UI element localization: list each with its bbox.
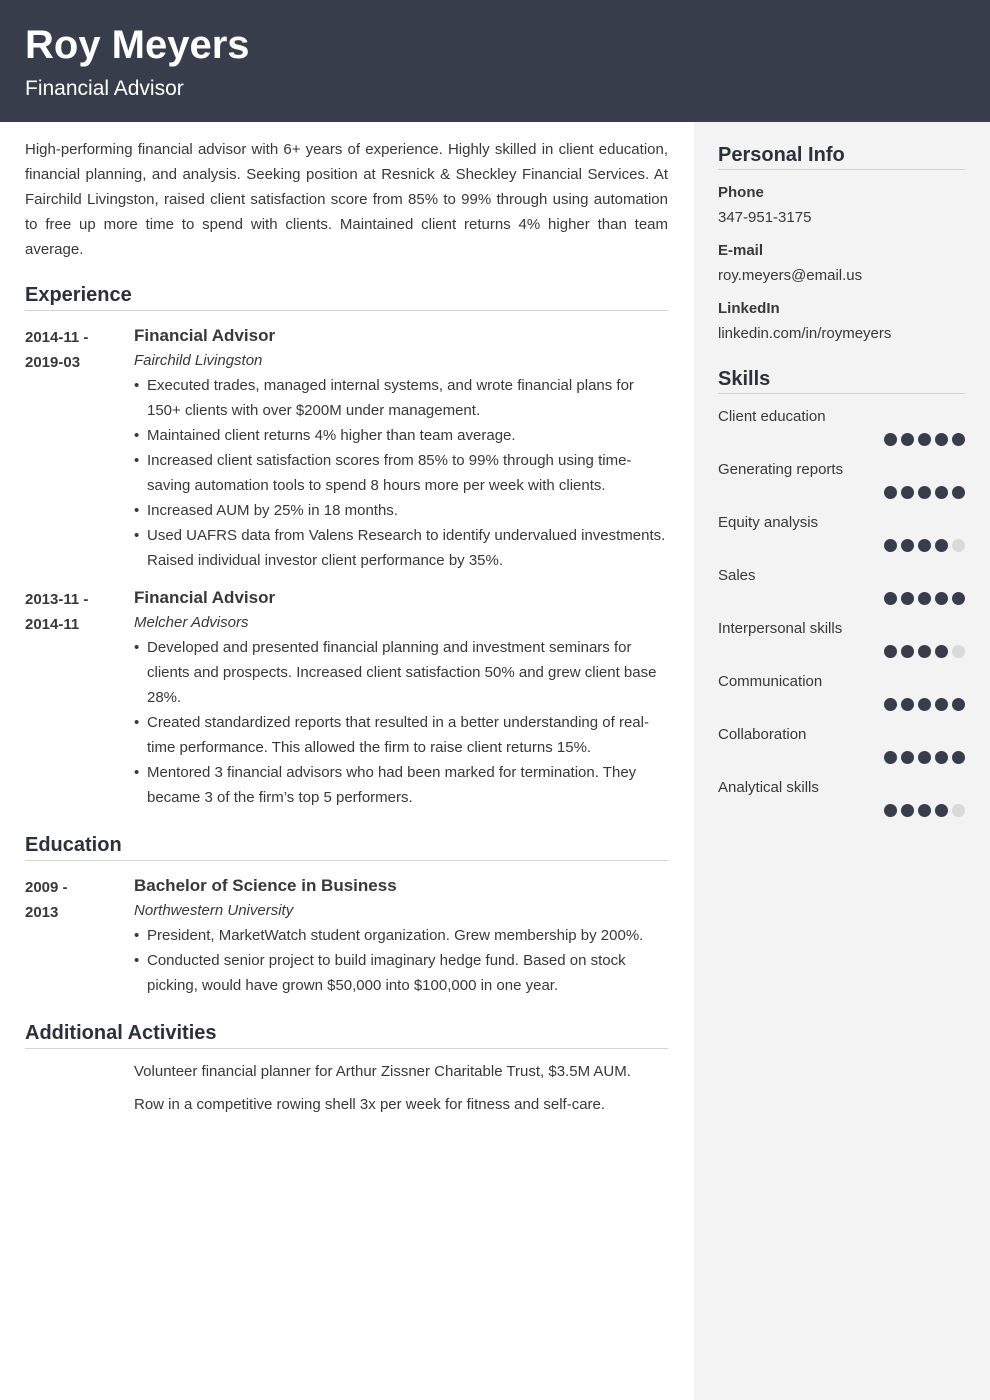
filled-dot-icon xyxy=(884,645,897,658)
skill-rating xyxy=(718,645,965,659)
filled-dot-icon xyxy=(901,751,914,764)
empty-dot-icon xyxy=(952,804,965,817)
entry-dates xyxy=(25,323,134,573)
bullet-item: • Conducted senior project to build imaginary hedge fund. Based on stock picking, would have grown $50,000 into $100,000 in one year. xyxy=(134,948,668,998)
filled-dot-icon xyxy=(952,486,965,499)
bullet-item: • Executed trades, managed internal systems, and wrote financial plans for 150+ clients with over $200M under management. xyxy=(134,373,668,423)
personal-info-section xyxy=(718,142,965,344)
bullet-list xyxy=(134,635,668,810)
empty-dot-icon xyxy=(952,539,965,552)
skill-rating xyxy=(718,804,965,818)
bullet-item: • Mentored 3 financial advisors who had been marked for termination. They became 3 of the firm’s top 5 performers. xyxy=(134,760,668,810)
info-value-linkedin[interactable]: linkedin.com/in/roymeyers xyxy=(718,325,892,342)
filled-dot-icon xyxy=(884,698,897,711)
entry-title: Bachelor of Science in Business xyxy=(134,876,397,895)
empty-dot-icon xyxy=(952,645,965,658)
section-title: Skills xyxy=(718,366,965,394)
filled-dot-icon xyxy=(901,486,914,499)
skill-name: Interpersonal skills xyxy=(718,620,843,637)
filled-dot-icon xyxy=(884,486,897,499)
resume-header xyxy=(0,0,990,122)
filled-dot-icon xyxy=(901,804,914,817)
skill-name: Client education xyxy=(718,408,826,425)
skills-section xyxy=(718,366,965,818)
skill-item xyxy=(718,778,965,818)
main-column xyxy=(25,122,668,1125)
entry-dates xyxy=(25,585,134,810)
entry-title: Financial Advisor xyxy=(134,326,276,345)
filled-dot-icon xyxy=(918,486,931,499)
summary: High-performing financial advisor with 6+ years of experience. Highly skilled in client education, financial planning, and analysis. Seeking position at Resnick & Sheckley Financial Services. At Fairchild Livingston, raised client satisfaction score from 85% to 99% through using automation to free up more time to spend with clients. Maintained client returns 4% higher than team average. xyxy=(25,141,668,258)
date-start: 2014-11 - xyxy=(25,329,89,346)
date-start: 2013-11 - xyxy=(25,591,89,608)
education-section xyxy=(25,832,668,998)
filled-dot-icon xyxy=(901,698,914,711)
filled-dot-icon xyxy=(952,433,965,446)
skill-name: Collaboration xyxy=(718,726,807,743)
info-label-phone: Phone xyxy=(718,184,764,201)
filled-dot-icon xyxy=(901,539,914,552)
entry-dates xyxy=(25,873,134,998)
entry-body xyxy=(134,873,668,998)
entry xyxy=(25,873,668,998)
info-label-email: E-mail xyxy=(718,242,764,259)
bullet-list xyxy=(134,923,668,998)
filled-dot-icon xyxy=(918,539,931,552)
section-title: Experience xyxy=(25,282,668,311)
filled-dot-icon xyxy=(884,433,897,446)
filled-dot-icon xyxy=(901,645,914,658)
filled-dot-icon xyxy=(935,645,948,658)
skill-item xyxy=(718,725,965,765)
skill-rating xyxy=(718,592,965,606)
skill-name: Communication xyxy=(718,673,823,690)
bullet-item: • Increased AUM by 25% in 18 months. xyxy=(134,498,668,523)
filled-dot-icon xyxy=(935,804,948,817)
skill-rating xyxy=(718,486,965,500)
candidate-title: Financial Advisor xyxy=(25,77,184,100)
filled-dot-icon xyxy=(884,751,897,764)
filled-dot-icon xyxy=(901,592,914,605)
entry-organization: Northwestern University xyxy=(134,902,294,919)
skill-item xyxy=(718,513,965,553)
skill-rating xyxy=(718,433,965,447)
skill-item xyxy=(718,619,965,659)
section-title: Additional Activities xyxy=(25,1020,668,1049)
filled-dot-icon xyxy=(918,645,931,658)
filled-dot-icon xyxy=(918,698,931,711)
filled-dot-icon xyxy=(884,804,897,817)
filled-dot-icon xyxy=(935,486,948,499)
sidebar xyxy=(694,122,990,1400)
skill-item xyxy=(718,460,965,500)
date-end: 2019-03 xyxy=(25,354,81,371)
filled-dot-icon xyxy=(935,433,948,446)
bullet-item: • President, MarketWatch student organization. Grew membership by 200%. xyxy=(134,923,668,948)
date-end: 2014-11 xyxy=(25,616,80,633)
bullet-item: • Developed and presented financial planning and investment seminars for clients and prospects. Increased client satisfaction 50% and grew client base 28%. xyxy=(134,635,668,710)
entry-organization: Melcher Advisors xyxy=(134,614,249,631)
filled-dot-icon xyxy=(952,751,965,764)
entry-title: Financial Advisor xyxy=(134,588,276,607)
filled-dot-icon xyxy=(884,539,897,552)
date-end: 2013 xyxy=(25,904,59,921)
activity-item: Row in a competitive rowing shell 3x per week for fitness and self-care. xyxy=(134,1096,606,1113)
skill-item xyxy=(718,407,965,447)
info-label-linkedin: LinkedIn xyxy=(718,300,780,317)
filled-dot-icon xyxy=(918,592,931,605)
section-title: Personal Info xyxy=(718,142,965,170)
bullet-item: • Used UAFRS data from Valens Research to identify undervalued investments. Raised individual investor client performance by 35%. xyxy=(134,523,668,573)
activities-section xyxy=(25,1020,668,1117)
candidate-name: Roy Meyers xyxy=(25,23,250,67)
filled-dot-icon xyxy=(918,804,931,817)
skill-name: Equity analysis xyxy=(718,514,819,531)
entry-body xyxy=(134,585,668,810)
skill-rating xyxy=(718,698,965,712)
entry xyxy=(25,585,668,810)
skill-rating xyxy=(718,751,965,765)
activities-list xyxy=(134,1059,668,1117)
skill-name: Generating reports xyxy=(718,461,844,478)
filled-dot-icon xyxy=(901,433,914,446)
entry-body xyxy=(134,323,668,573)
skill-name: Sales xyxy=(718,567,756,584)
filled-dot-icon xyxy=(935,592,948,605)
skill-rating xyxy=(718,539,965,553)
entry xyxy=(25,323,668,573)
skill-item xyxy=(718,566,965,606)
info-value-phone: 347-951-3175 xyxy=(718,209,812,226)
filled-dot-icon xyxy=(935,698,948,711)
bullet-item: • Increased client satisfaction scores from 85% to 99% through using time-saving automation tools to spend 8 hours more per week with clients. xyxy=(134,448,668,498)
filled-dot-icon xyxy=(918,433,931,446)
experience-section xyxy=(25,282,668,810)
date-start: 2009 - xyxy=(25,879,68,896)
bullet-item: • Created standardized reports that resulted in a better understanding of real-time performance. This allowed the firm to raise client returns 15%. xyxy=(134,710,668,760)
skill-name: Analytical skills xyxy=(718,779,819,796)
filled-dot-icon xyxy=(952,698,965,711)
filled-dot-icon xyxy=(884,592,897,605)
filled-dot-icon xyxy=(935,539,948,552)
filled-dot-icon xyxy=(952,592,965,605)
filled-dot-icon xyxy=(918,751,931,764)
info-value-email[interactable]: roy.meyers@email.us xyxy=(718,267,863,284)
skill-item xyxy=(718,672,965,712)
bullet-list xyxy=(134,373,668,573)
entry-organization: Fairchild Livingston xyxy=(134,352,263,369)
section-title: Education xyxy=(25,832,668,861)
filled-dot-icon xyxy=(935,751,948,764)
activity-item: Volunteer financial planner for Arthur Zissner Charitable Trust, $3.5M AUM. xyxy=(134,1063,631,1080)
bullet-item: • Maintained client returns 4% higher than team average. xyxy=(134,423,668,448)
